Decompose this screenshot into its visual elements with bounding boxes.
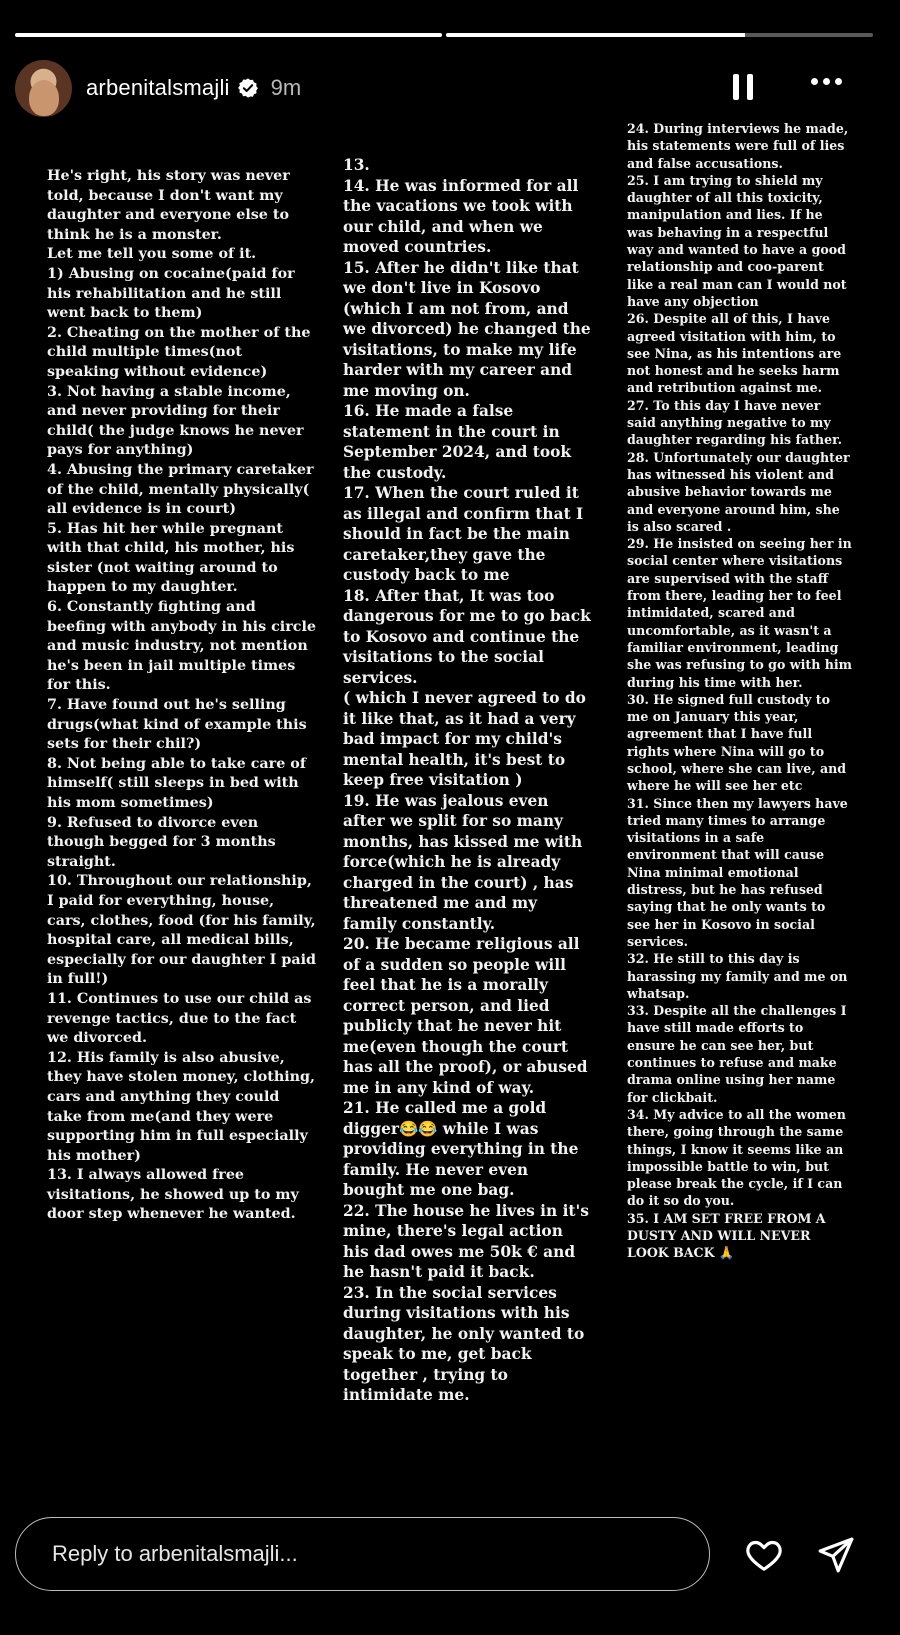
post-time: 9m — [270, 75, 302, 100]
story-text-column-1: He's right, his story was never told, because I don't want my daughter and everyone else to think he is a monster. Let me tell you some of it. 1) Abusing on cocaine(paid for his rehabilitation and he still went back to them) 2. Cheating on the mother of the child multiple times(not speaking without evidence) 3. Not having a stable income, and never providing for their child( the judge knows he never pays for anything) 4. Abusing the primary caretaker of the child, mentally physically( all evidence is in court) 5. Has hit her while pregnant with that child, his mother, his sister (not waiting around to happen to my daughter. 6. Constantly fighting and beefing with anybody in his circle and music industry, not mention he's been in jail multiple times for this. 7. Have found out he's selling drugs(what kind of example this sets for their chil?) 8. Not being able to take care of himself( still sleeps in bed with his mom sometimes) 9. Refused to divorce even though begged for 3 months straight. 10. Throughout our relationship, I paid for everything, house, cars, clothes, food (for his family, hospital care, all medical bills, especially for our daughter I paid in full!) 11. Continues to use our child as revenge tactics, due to the fact we divorced. 12. His family is also abusive, they have stolen money, clothing, cars and anything they could take from me(and they were supporting him in full especially his mother) 13. I always allowed free visitations, he showed up to my door step whenever he wanted. — [47, 168, 317, 1223]
progress-fill-1 — [15, 33, 442, 37]
story-progress-bar — [15, 33, 873, 37]
username[interactable]: arbenitalsmajli — [86, 75, 230, 100]
more-horizontal-icon[interactable] — [811, 78, 842, 85]
progress-segment-2 — [446, 33, 873, 37]
story-text-column-3: 24. During interviews he made, his statements were full of lies and false accusations. 25. I am trying to shield my daughter of all this toxicity, manipulation and lies. If he was behaving in a respectful way and wanted to have a good relationship and coo-parent like a real man can I would not have any objection 26. Despite all of this, I have agreed visitation with him, to see Nina, as his intentions are not honest and he seeks harm and retribution against me. 27. To this day I have never said anything negative to my daughter regarding his father. 28. Unfortunately our daughter has witnessed his violent and abusive behavior towards me and everyone around him, she is also scared . 29. He insisted on seeing her in social center where visitations are supervised with the staff from there, leading her to feel intimidated, scared and uncomfortable, as it wasn't a familiar environment, leading she was refusing to go with him during his time with her. 30. He signed full custody to me on January this year, agreement that I have full rights where Nina will go to school, where she can live, and where he will see her etc 31. Since then my lawyers have tried many times to arrange visitations in a safe environment that will cause Nina minimal emotional distress, but he has refused saying that he only wants to see her in Kosovo in social services. 32. He still to this day is harassing my family and me on whatsap. 33. Despite all the challenges I have still made efforts to ensure he can see her, but continues to refuse and make drama online using her name for clickbait. 34. My advice to all the women there, going through the same things, I know it seems like an impossible battle to win, but please break the cycle, if I can do it so do you. 35. I AM SET FREE FROM A DUSTY AND WILL NEVER LOOK BACK 🙏 — [627, 121, 853, 1261]
avatar[interactable] — [15, 60, 72, 117]
send-icon[interactable] — [816, 1535, 856, 1575]
story-header — [15, 58, 885, 118]
heart-icon[interactable] — [743, 1535, 785, 1575]
pause-icon[interactable] — [733, 74, 753, 100]
progress-fill-2 — [446, 33, 745, 37]
verified-badge-icon — [237, 77, 259, 99]
story-image[interactable] — [0, 120, 900, 1560]
progress-segment-1 — [15, 33, 442, 37]
story-text-column-2: 13. 14. He was informed for all the vacations we took with our child, and when we moved countries. 15. After he didn't like that we don't live in Kosovo (which I am not from, and we divorced) he changed the visitations, to make my life harder with my career and me moving on. 16. He made a false statement in the court in September 2024, and took the custody. 17. When the court ruled it as illegal and confirm that I should in fact be the main caretaker,they gave the custody back to me 18. After that, It was too dangerous for me to go back to Kosovo and continue the visitations to the social services. ( which I never agreed to do it like that, as it had a very bad impact for my child's mental health, it's best to keep free visitation ) 19. He was jealous even after we split for so many months, has kissed me with force(which he is already charged in the court) , has threatened me and my family constantly. 20. He became religious all of a sudden so people will feel that he is a morally correct person, and lied publicly that he never hit me(even though the court has all the proof), or abused me in any kind of way. 21. He called me a gold digger😂😂 while I was providing everything in the family. He never even bought me one bag. 22. The house he lives in it's mine, there's legal action his dad owes me 50k € and he hasn't paid it back. 23. In the social services during visitations with his daughter, he only wanted to speak to me, get back together , trying to intimidate me. — [343, 156, 591, 1404]
reply-input[interactable] — [15, 1517, 710, 1591]
